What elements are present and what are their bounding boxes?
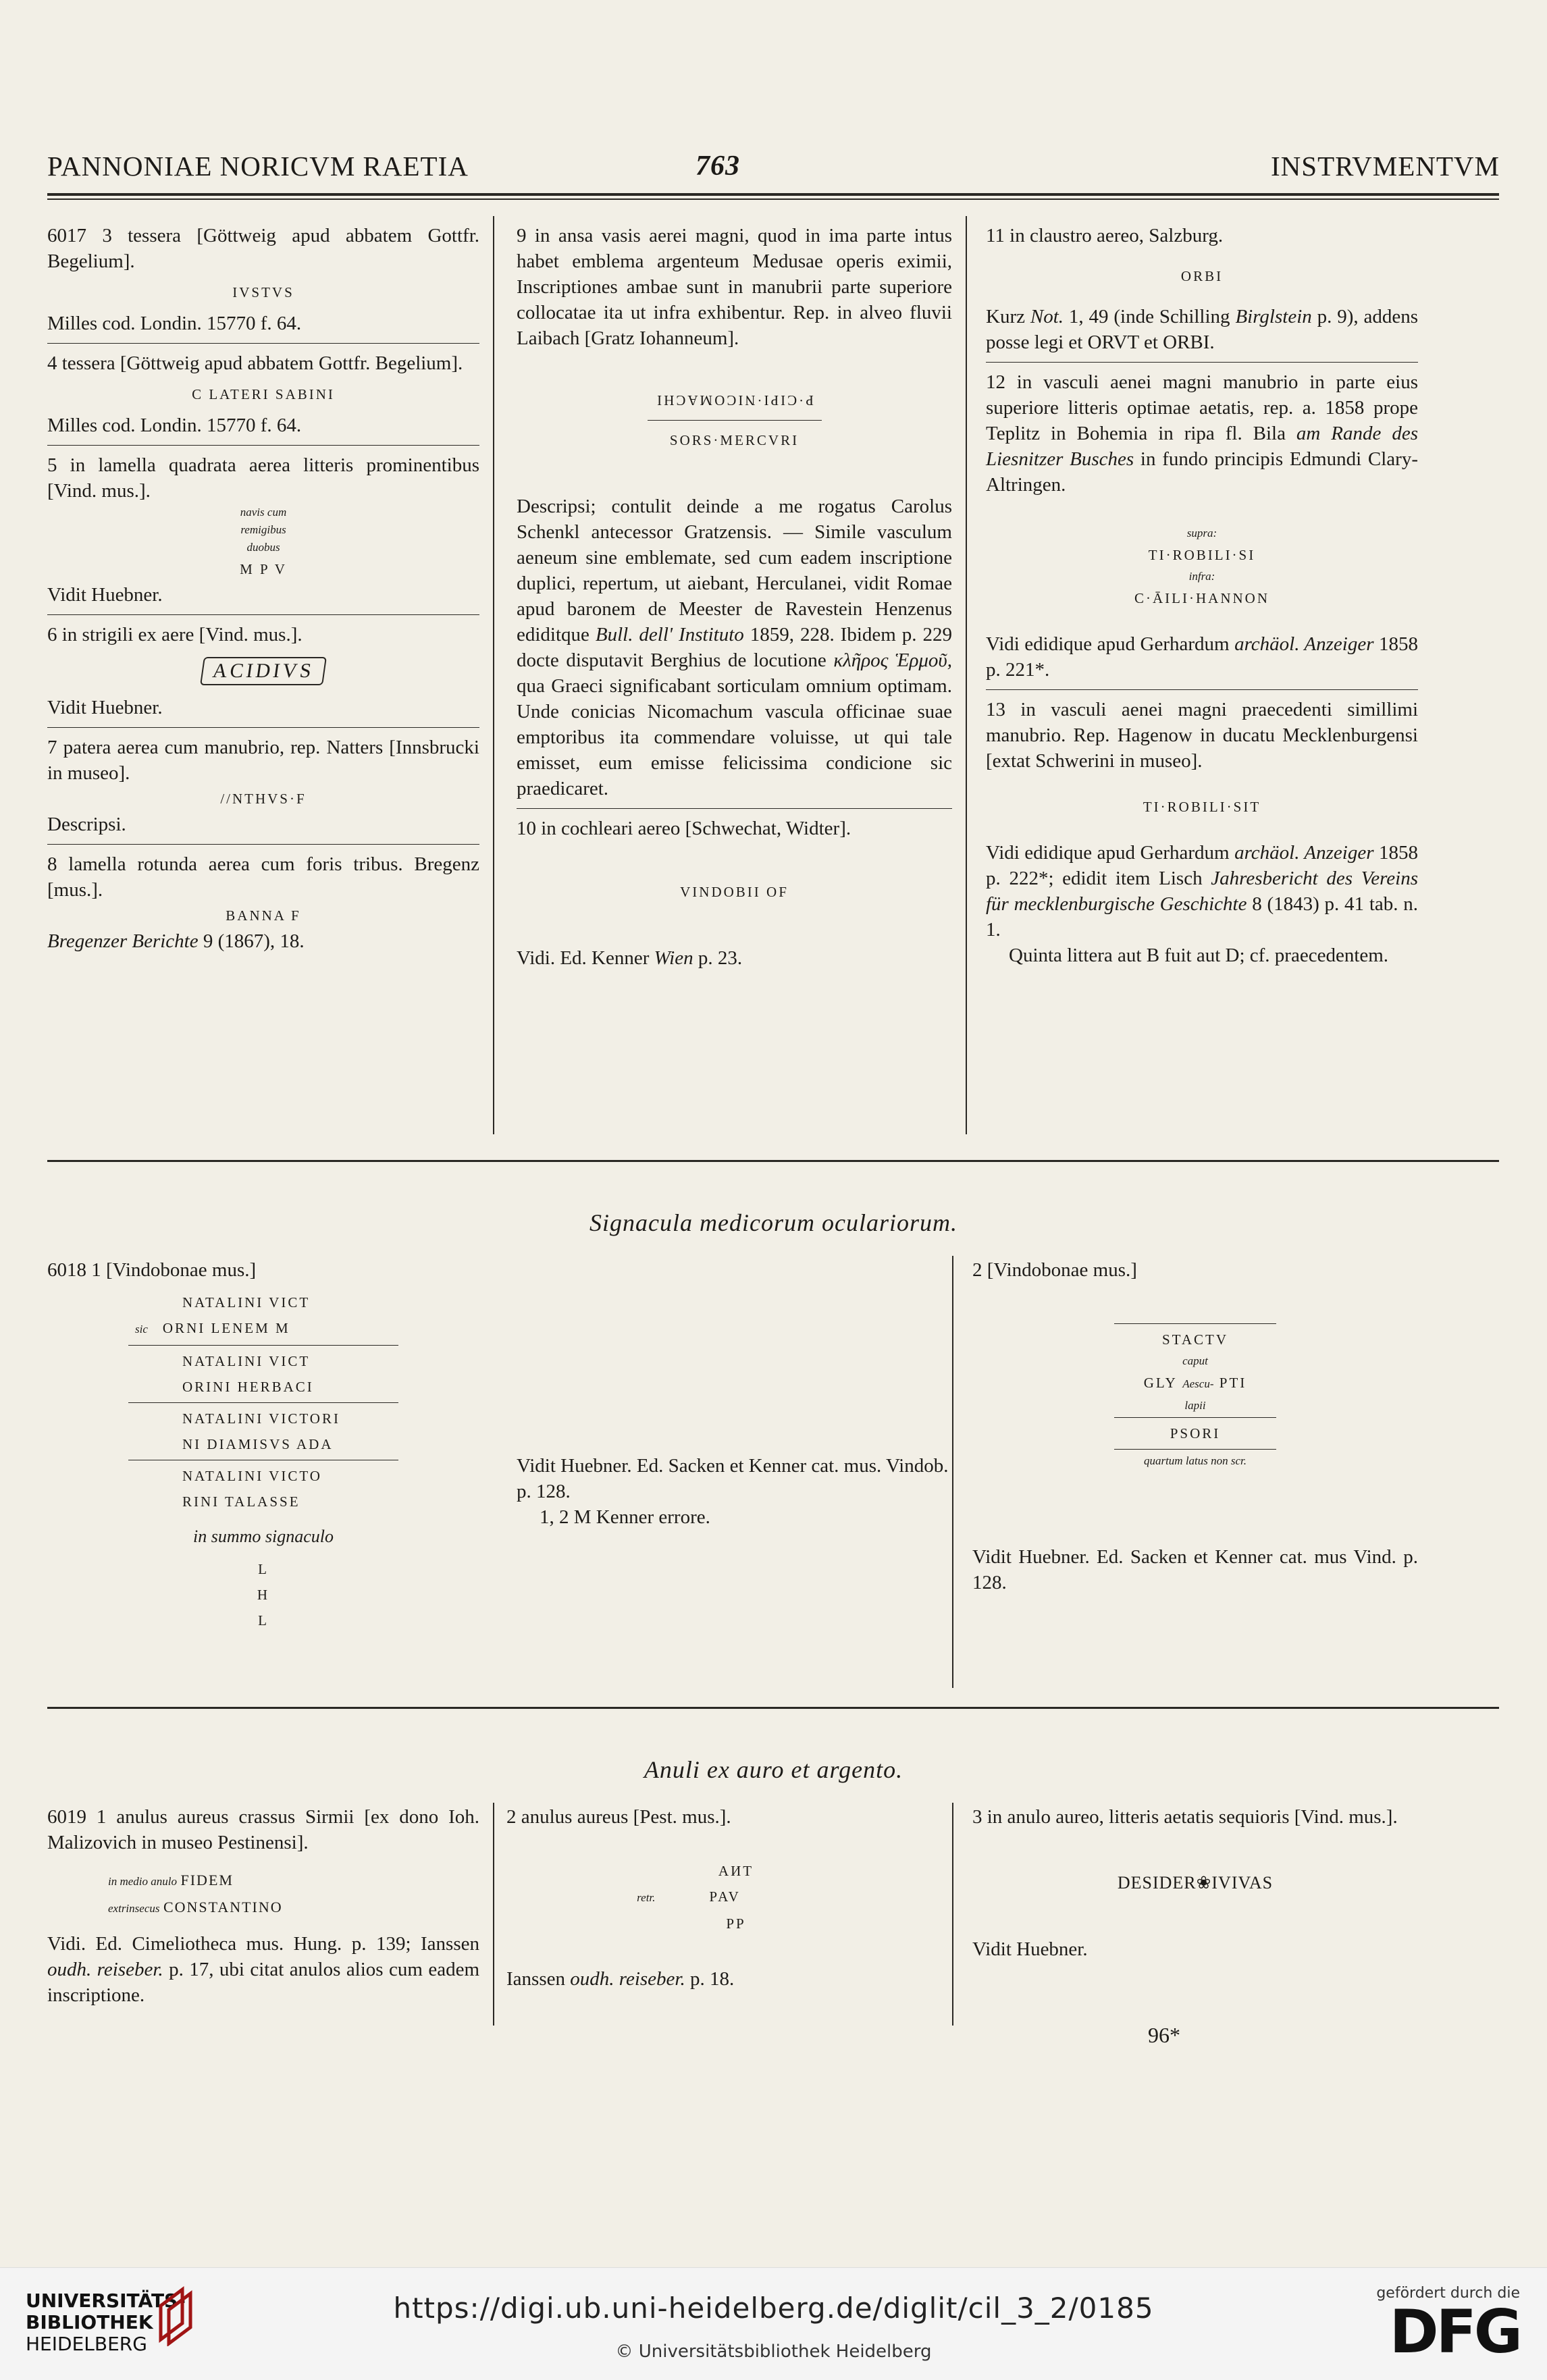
entry-6019-1: 6019 1 anulus aureus crassus Sirmii [ex dono Ioh. Malizovich in museo Pestinensi].: [47, 1806, 479, 1853]
entry-separator: [47, 727, 479, 728]
inscription-rule: [648, 420, 822, 421]
inscription: SORS·MERCVRI: [669, 432, 799, 448]
entry-separator: [47, 343, 479, 344]
inscription-line: L: [258, 1561, 269, 1577]
permalink-url[interactable]: https://digi.ub.uni-heidelberg.de/diglit/cil_3_2/0185: [393, 2292, 1154, 2325]
inscription-line: NATALINI VICT: [182, 1353, 311, 1369]
column-6019-3: [972, 1804, 1418, 1962]
sic-note: sic: [135, 1323, 148, 1336]
stamp-inscription: ACIDIVS: [200, 657, 327, 685]
note: 1, 2 M Kenner errore.: [540, 1506, 710, 1528]
source: Ianssen: [506, 1968, 565, 1990]
header-rule: [47, 193, 1499, 196]
library-name-line: HEIDELBERG: [26, 2333, 147, 2355]
column-6018-1: [47, 1257, 479, 1633]
entry-6017-11: 11 in claustro aereo, Salzburg.: [986, 225, 1224, 246]
source-title: oudh. reiseber.: [570, 1968, 685, 1990]
annotation: duobus: [246, 541, 280, 554]
column-6018-3: [972, 1257, 1418, 1595]
source: 1858 p. 222*; edidit item Lisch: [986, 842, 1419, 889]
source: Kurz: [986, 306, 1025, 327]
inscription: TI·ROBILI·SIT: [1143, 799, 1261, 815]
line-rule: [128, 1402, 398, 1403]
annotation: supra:: [1186, 527, 1217, 539]
source: p. 18.: [689, 1968, 735, 1990]
entry-6019-2: 2 anulus aureus [Pest. mus.].: [506, 1806, 731, 1828]
section-rule: [47, 1160, 1499, 1162]
commentary: qua Graeci significabant sorticulam omnium optimam. Unde conicias Nicomachum vascula officinae suae emptoribus ita commendare voluisse, ut qui tale emisset, eum emisse felicissima condicione sic praedicaret.: [517, 675, 952, 799]
library-name-line: BIBLIOTHEK: [26, 2311, 153, 2333]
inscription-line: PAV: [709, 1888, 741, 1905]
inscription-line: ORINI HERBACI: [182, 1379, 314, 1395]
annotation: in summo signaculo: [193, 1527, 334, 1546]
source-title: Birglstein: [1235, 306, 1312, 327]
dfg-caption: gefördert durch die: [1376, 2285, 1520, 2302]
line-rule: [1114, 1323, 1276, 1324]
source-title: archäol. Anzeiger: [1234, 842, 1374, 864]
column-divider: [966, 216, 967, 1134]
greek-phrase: κλῆρος Ἑρμοῦ,: [833, 650, 952, 671]
source: Milles cod. Londin. 15770 f. 64.: [47, 313, 302, 334]
signature-mark: 96*: [1148, 2023, 1180, 2047]
annotation: extrinsecus: [108, 1902, 160, 1915]
source: Milles cod. Londin. 15770 f. 64.: [47, 415, 302, 436]
inscription-line: PSORI: [1170, 1425, 1221, 1442]
entry-separator: [47, 614, 479, 615]
inscription: FIDEM: [180, 1872, 234, 1888]
library-name-line: UNIVERSITÄTS-: [26, 2290, 186, 2312]
inscription-line: GLY: [1143, 1375, 1177, 1391]
inscription-line: NATALINI VICTORI: [182, 1410, 340, 1427]
inscription-line: H: [257, 1587, 270, 1603]
entry-6017-5: 5 in lamella quadrata aerea litteris prominentibus [Vind. mus.].: [47, 454, 479, 502]
entry-6017-3: 6017 3 tessera [Göttweig apud abbatem Gottfr. Begelium].: [47, 225, 479, 272]
entry-6017-10: 10 in cochleari aereo [Schwechat, Widter].: [517, 818, 851, 839]
column-6018-2: [517, 1453, 949, 1530]
entry-6017-12: 12 in vasculi aenei magni manubrio in parte eius superiore litteris optimae aetatis, rep. a. 1858 prope Teplitz in Bohemia in ripa fl. Bila: [986, 371, 1418, 444]
section-title: Anuli ex auro et argento.: [644, 1756, 903, 1783]
column-divider: [493, 216, 494, 1134]
annotation: in medio anulo: [108, 1875, 177, 1888]
source: Vidit Huebner.: [47, 697, 163, 718]
inscription: BANNA F: [226, 907, 301, 924]
source: Vidit Huebner. Ed. Sacken et Kenner cat. mus Vind. p. 128.: [972, 1546, 1418, 1593]
source: Vidi. Ed. Kenner: [517, 947, 650, 969]
source: p. 9), addens posse legi et ORVT et ORBI.: [986, 306, 1419, 353]
source-title: Bregenzer Berichte: [47, 930, 199, 952]
column-6017-3: [986, 223, 1418, 968]
inscription-line: L: [258, 1612, 269, 1629]
inscription-inverted: P·CIPI·NICOMACHI: [655, 392, 814, 408]
running-head-left: PANNONIAE NORICVM RAETIA: [47, 151, 469, 182]
dfg-wordmark: DFG: [1389, 2297, 1520, 2366]
inscription: C LATERI SABINI: [192, 386, 335, 402]
entry-6018-2: 2 [Vindobonae mus.]: [972, 1259, 1137, 1281]
running-head-right: INSTRVMENTVM: [1271, 151, 1500, 182]
entry-6017-8: 8 lamella rotunda aerea cum foris tribus. Bregenz [mus.].: [47, 853, 479, 901]
inscription-line: STACTV: [1162, 1331, 1228, 1348]
source: Vidit Huebner. Ed. Sacken et Kenner cat. mus. Vindob. p. 128.: [517, 1455, 949, 1502]
source: Vidit Huebner.: [972, 1938, 1088, 1960]
source: Descripsi.: [47, 814, 126, 835]
inscription-line: RINI TALASSE: [182, 1493, 300, 1510]
entry-6017-6: 6 in strigili ex aere [Vind. mus.].: [47, 624, 303, 645]
inscription: CONSTANTINO: [163, 1899, 283, 1915]
column-6017-2: [517, 223, 952, 971]
inscription: IVSTVS: [232, 284, 294, 300]
entry-separator: [517, 808, 952, 809]
annotation: Aescu-: [1182, 1377, 1214, 1390]
annotation: navis cum: [240, 506, 287, 519]
source: Vidit Huebner.: [47, 584, 163, 606]
inscription-line: PP: [726, 1915, 746, 1932]
column-divider: [952, 1256, 953, 1688]
source-title: Bull. dell' Instituto: [595, 624, 744, 645]
note: Quinta littera aut B fuit aut D; cf. praecedentem.: [1009, 945, 1389, 966]
entry-separator: [47, 844, 479, 845]
entry-separator: [986, 362, 1418, 363]
inscription: DESIDER❀IVIVAS: [1117, 1873, 1274, 1893]
source: p. 23.: [698, 947, 743, 969]
section-rule: [47, 1707, 1499, 1709]
inscription-line: ORNI LENEM M: [162, 1320, 290, 1336]
commentary: Descripsi; contulit deinde a me rogatus Carolus Schenkl antecessor Gratzensis. — Simile vasculum aeneum sine emblemate, sed cum eadem inscriptione duplici, repertum, ut aiebant, Herculanei, vidit Romae apud baronem de Meester de Ravestein Henzenus ediditque: [517, 496, 952, 645]
inscription-line: AИT: [718, 1863, 754, 1879]
column-6019-2: [506, 1804, 939, 1992]
source: 8 (1843) p. 41 tab. n. 1.: [986, 893, 1418, 941]
entry-6017-9: 9 in ansa vasis aerei magni, quod in ima parte intus habet emblema argenteum Medusae operis eximii, Inscriptiones ambae sunt in manubrii parte superiore collocatae ita ut infra exhibentur. Rep. in alveo fluvii Laibach [Gratz Iohanneum].: [517, 225, 952, 349]
column-6017-1: [47, 223, 479, 954]
source-title: Not.: [1030, 306, 1064, 327]
annotation: infra:: [1188, 570, 1215, 583]
place-name: am Rande des Liesnitzer Busches: [986, 423, 1418, 470]
annotation: remigibus: [240, 523, 286, 536]
line-rule: [128, 1345, 398, 1346]
page-number: 763: [696, 151, 740, 182]
inscription-line: NI DIAMISVS ADA: [182, 1436, 334, 1452]
entry-separator: [986, 689, 1418, 690]
column-6019-1: [47, 1804, 479, 2008]
source: 9 (1867), 18.: [203, 930, 305, 952]
entry-6017-13: 13 in vasculi aenei magni praecedenti simillimi manubrio. Rep. Hagenow in ducatu Mecklenburgensi [extat Schwerini in museo].: [986, 699, 1418, 772]
inscription: VINDOBII OF: [680, 884, 789, 900]
inscription-line: NATALINI VICTO: [182, 1468, 322, 1484]
entry-6018-1: 6018 1 [Vindobonae mus.]: [47, 1259, 257, 1281]
source-title: Jahresbericht des Vereins für mecklenburgische Geschichte: [986, 868, 1419, 915]
copyright-notice: © Universitätsbibliothek Heidelberg: [615, 2342, 932, 2362]
inscription: TI·ROBILI·SI: [1148, 547, 1256, 563]
section-title: Signacula medicorum oculariorum.: [589, 1209, 958, 1236]
source-title: Wien: [654, 947, 693, 969]
entry-separator: [47, 445, 479, 446]
entry-6017-4: 4 tessera [Göttweig apud abbatem Gottfr. Begelium].: [47, 352, 463, 374]
inscription: M P V: [240, 561, 287, 577]
header-rule-thin: [47, 199, 1499, 200]
source: 1858 p. 221*.: [986, 633, 1419, 681]
annotation: quartum latus non scr.: [1143, 1454, 1247, 1467]
inscription: C·ĀILI·HANNON: [1134, 590, 1269, 606]
inscription-line: PTI: [1219, 1375, 1247, 1391]
annotation: retr.: [637, 1891, 656, 1904]
source-title: oudh. reiseber.: [47, 1959, 163, 1980]
source: 1, 49 (inde Schilling: [1068, 306, 1230, 327]
column-divider: [952, 1803, 953, 2026]
source: Vidi edidique apud Gerhardum: [986, 842, 1230, 864]
source: Vidi. Ed. Cimeliotheca mus. Hung. p. 139; Ianssen: [47, 1933, 479, 1955]
dfg-logo[interactable]: [1376, 2285, 1520, 2366]
inscription: ORBI: [1180, 268, 1224, 284]
line-rule: [1114, 1449, 1276, 1450]
entry-6017-7: 7 patera aerea cum manubrio, rep. Natters [Innsbrucki in museo].: [47, 737, 479, 784]
commentary: 1859, 228. Ibidem p. 229 docte disputavit Berghius de locutione: [517, 624, 952, 671]
inscription-line: NATALINI VICT: [182, 1294, 311, 1311]
source: Vidi edidique apud Gerhardum: [986, 633, 1230, 655]
line-rule: [1114, 1417, 1276, 1418]
column-divider: [493, 1803, 494, 2026]
source: p. 17, ubi citat anulos alios cum eadem inscriptione.: [47, 1959, 480, 2006]
inscription: //NTHVS·F: [220, 791, 307, 807]
annotation: lapii: [1184, 1399, 1206, 1412]
source-title: archäol. Anzeiger: [1234, 633, 1374, 655]
annotation: caput: [1182, 1354, 1208, 1367]
entry-6019-3: 3 in anulo aureo, litteris aetatis sequioris [Vind. mus.].: [972, 1806, 1398, 1828]
entry-text: in fundo principis Edmundi Clary-Altringen.: [986, 448, 1418, 496]
